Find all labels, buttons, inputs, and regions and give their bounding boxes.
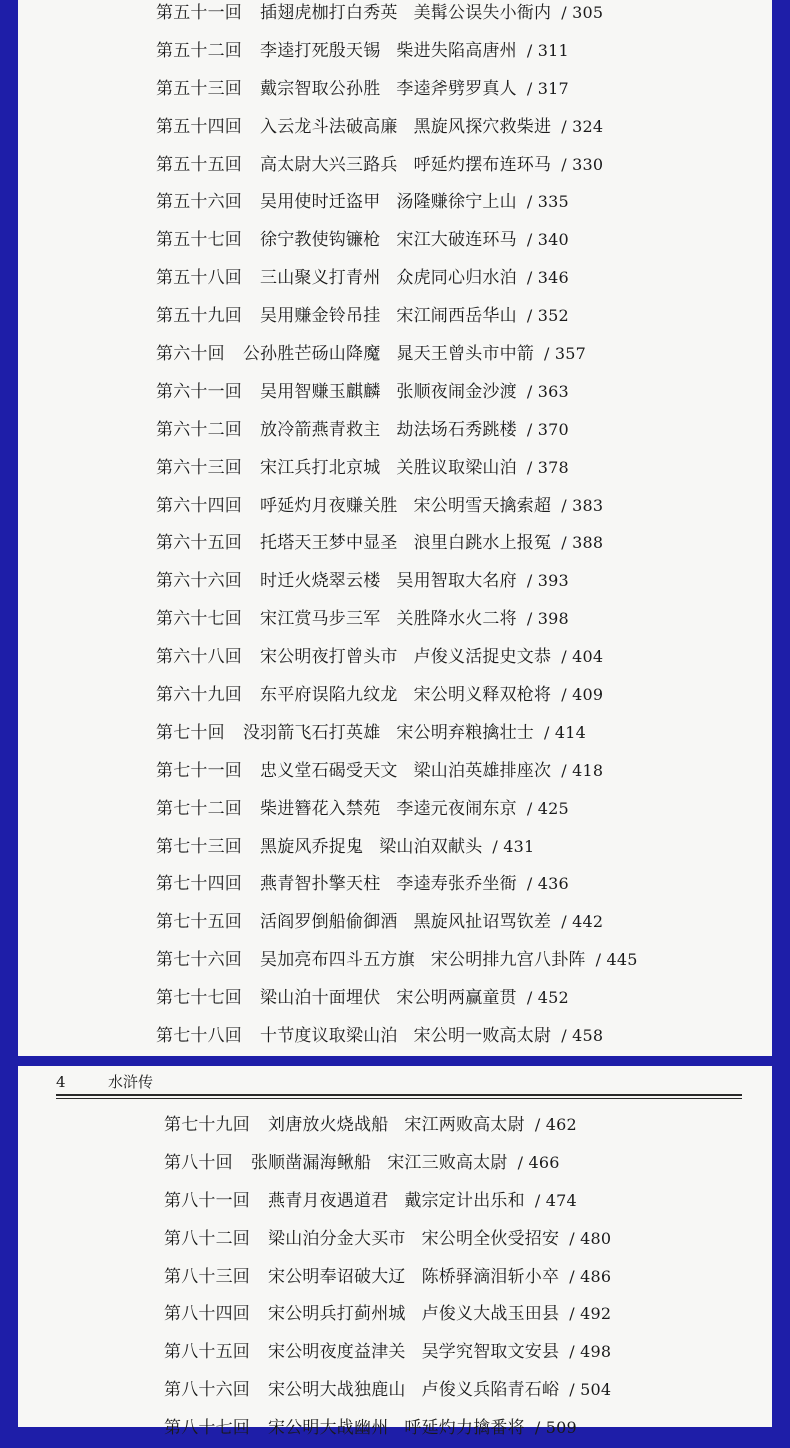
header-rule-thin [56,1098,742,1099]
chapter-title-second: 梁山泊双献头 [379,836,483,857]
chapter-number: 第八十回 [164,1152,233,1173]
chapter-number: 第六十五回 [156,533,242,554]
chapter-number: 第五十九回 [156,306,242,327]
toc-entry [156,562,638,600]
chapter-title-second: 劫法场石秀跳楼 [396,419,517,440]
chapter-title-first: 忠义堂石碣受天文 [260,760,398,781]
toc-entry [156,714,638,752]
chapter-number: 第八十二回 [164,1228,250,1249]
chapter-title-second: 宋公明全伙受招安 [421,1228,560,1249]
chapter-title-second: 呼延灼力擒番将 [404,1418,525,1439]
chapter-title-second: 宋公明排九宫八卦阵 [430,950,586,971]
chapter-number: 第五十六回 [156,192,242,213]
chapter-title-second: 卢俊义活捉史文恭 [413,647,552,668]
page-reference: / 378 [526,457,569,477]
chapter-title-second: 众虎同心归水泊 [396,268,517,289]
page-reference: / 474 [534,1190,577,1210]
chapter-title-second: 黑旋风探穴救柴进 [413,116,552,137]
chapter-number: 第八十七回 [164,1418,250,1439]
toc-entry [156,335,638,373]
page-reference: / 486 [569,1266,612,1286]
toc-entry [156,790,638,828]
chapter-title-second: 吴用智取大名府 [396,571,517,592]
toc-entry [156,941,638,979]
chapter-title-first: 托塔天王梦中显圣 [260,533,398,554]
chapter-title-second: 戴宗定计出乐和 [404,1190,525,1211]
page-reference: / 466 [517,1152,560,1172]
chapter-title-first: 公孙胜芒砀山降魔 [242,344,381,365]
chapter-title-first: 吴加亮布四斗五方旗 [260,950,415,971]
chapter-title-first: 插翅虎枷打白秀英 [260,3,398,23]
page-reference: / 317 [526,78,569,98]
page-reference: / 305 [561,3,604,22]
chapter-title-first: 时迁火烧翠云楼 [260,571,381,592]
chapter-title-first: 宋江兵打北京城 [260,457,381,478]
chapter-title-second: 李逵元夜闹东京 [396,798,517,819]
chapter-title-first: 呼延灼月夜赚关胜 [260,495,398,516]
toc-entry [156,524,638,562]
chapter-title-second: 浪里白跳水上报冤 [413,533,552,554]
toc-entry [156,1017,638,1055]
toc-page-top [18,0,772,1056]
chapter-number: 第七十四回 [156,874,242,895]
chapter-number: 第五十三回 [156,78,242,99]
chapter-title-first: 宋公明大战独鹿山 [268,1380,406,1401]
chapter-title-first: 入云龙斗法破高廉 [260,116,398,137]
chapter-number: 第六十二回 [156,419,242,440]
toc-entry [156,903,638,941]
chapter-number: 第六十一回 [156,381,242,402]
chapter-number: 第六十七回 [156,609,242,630]
chapter-number: 第八十五回 [164,1342,250,1363]
chapter-title-first: 燕青智扑擎天柱 [260,874,381,895]
page-reference: / 335 [526,192,569,212]
page-reference: / 398 [526,609,569,629]
page-reference: / 462 [534,1115,577,1134]
running-head [56,1070,742,1094]
chapter-title-second: 吴学究智取文安县 [421,1342,560,1363]
page-reference: / 388 [561,533,604,553]
chapter-title-first: 李逵打死殷天锡 [260,40,381,61]
toc-entry [156,638,638,676]
page-reference: / 458 [561,1026,604,1046]
toc-entry [156,70,638,108]
toc-entry [156,676,638,714]
page-reference: / 393 [526,571,569,591]
toc-entry [164,1371,611,1409]
page-reference: / 363 [526,381,569,401]
chapter-title-first: 梁山泊十面埋伏 [260,988,381,1009]
chapter-title-first: 没羽箭飞石打英雄 [242,722,381,743]
toc-entry [164,1106,611,1144]
toc-entry [156,108,638,146]
chapter-title-second: 李逵寿张乔坐衙 [396,874,517,895]
toc-entry [156,979,638,1017]
chapter-title-first: 吴用使时迁盗甲 [260,192,381,213]
toc-entry [156,828,638,866]
chapter-number: 第五十五回 [156,154,242,175]
toc-entry [156,865,638,903]
toc-entry [164,1333,611,1371]
chapter-title-second: 宋江两败高太尉 [404,1115,525,1135]
toc-entry [164,1409,611,1447]
toc-entry [156,373,638,411]
chapter-title-second: 黑旋风扯诏骂钦差 [413,912,552,933]
chapter-number: 第七十五回 [156,912,242,933]
chapter-title-second: 梁山泊英雄排座次 [413,760,552,781]
toc-entry [156,449,638,487]
page-reference: / 330 [561,154,604,174]
toc-entry [164,1295,611,1333]
toc-list-top [156,0,638,1055]
chapter-number: 第五十一回 [156,3,242,23]
chapter-title-second: 美髯公误失小衙内 [413,3,552,23]
page-reference: / 425 [526,798,569,818]
page-reference: / 414 [544,722,587,742]
chapter-number: 第八十四回 [164,1304,250,1325]
chapter-number: 第六十九回 [156,685,242,706]
chapter-title-first: 宋公明夜打曾头市 [260,647,398,668]
toc-entry [156,183,638,221]
chapter-title-second: 关胜议取梁山泊 [396,457,517,478]
chapter-title-second: 宋公明义释双枪将 [413,685,552,706]
chapter-title-second: 宋公明弃粮擒壮士 [396,722,535,743]
chapter-title-first: 戴宗智取公孙胜 [260,78,381,99]
page-number: 4 [56,1073,66,1091]
page-reference: / 324 [561,116,604,136]
chapter-title-first: 三山聚义打青州 [260,268,381,289]
toc-entry [156,32,638,70]
chapter-title-first: 张顺凿漏海鳅船 [250,1152,372,1173]
page-reference: / 431 [492,836,535,856]
chapter-number: 第八十六回 [164,1380,250,1401]
chapter-title-first: 高太尉大兴三路兵 [260,154,398,175]
chapter-title-first: 活阎罗倒船偷御酒 [260,912,398,933]
toc-list-bottom [164,1106,611,1447]
chapter-title-second: 卢俊义大战玉田县 [421,1304,560,1325]
page-reference: / 498 [569,1342,612,1362]
chapter-title-first: 东平府误陷九纹龙 [260,685,398,706]
chapter-number: 第八十一回 [164,1190,250,1211]
chapter-number: 第七十八回 [156,1026,242,1047]
chapter-title-second: 卢俊义兵陷青石峪 [421,1380,560,1401]
chapter-title-first: 徐宁教使钩镰枪 [260,230,381,251]
page-reference: / 445 [595,950,638,970]
chapter-title-second: 宋江闹西岳华山 [396,306,517,327]
chapter-title-second: 呼延灼摆布连环马 [413,154,552,175]
chapter-title-first: 柴进簪花入禁苑 [260,798,381,819]
toc-entry [164,1220,611,1258]
chapter-number: 第六十三回 [156,457,242,478]
chapter-number: 第八十三回 [164,1266,250,1287]
toc-page-bottom [18,1066,772,1439]
toc-entry [156,259,638,297]
chapter-title-first: 宋公明大战幽州 [268,1418,389,1439]
chapter-title-second: 宋江三败高太尉 [387,1152,508,1173]
page-reference: / 442 [561,912,604,932]
page-reference: / 504 [569,1380,612,1400]
chapter-title-first: 放冷箭燕青救主 [260,419,381,440]
toc-entry [156,0,638,32]
chapter-title-first: 燕青月夜遇道君 [268,1190,389,1211]
chapter-title-second: 李逵斧劈罗真人 [396,78,517,99]
chapter-title-first: 宋公明兵打蓟州城 [268,1304,406,1325]
chapter-number: 第七十七回 [156,988,242,1009]
chapter-number: 第七十六回 [156,950,242,971]
chapter-title-first: 黑旋风乔捉鬼 [260,836,364,857]
toc-entry [164,1258,611,1296]
toc-entry [156,752,638,790]
page-reference: / 480 [569,1228,612,1248]
page-reference: / 509 [534,1418,577,1438]
page-reference: / 383 [561,495,604,515]
toc-entry [156,411,638,449]
page-reference: / 357 [544,344,587,364]
chapter-title-second: 汤隆赚徐宁上山 [396,192,517,213]
chapter-title-second: 宋公明两赢童贯 [396,988,517,1009]
chapter-title-first: 宋江赏马步三军 [260,609,381,630]
chapter-title-first: 十节度议取梁山泊 [260,1026,398,1047]
page-reference: / 418 [561,760,604,780]
chapter-number: 第七十九回 [164,1115,250,1135]
chapter-number: 第六十八回 [156,647,242,668]
toc-entry [156,146,638,184]
chapter-title-first: 吴用智赚玉麒麟 [260,381,381,402]
page-reference: / 404 [561,647,604,667]
toc-entry [156,297,638,335]
chapter-number: 第七十二回 [156,798,242,819]
toc-entry [164,1182,611,1220]
page-reference: / 436 [526,874,569,894]
chapter-title-first: 吴用赚金铃吊挂 [260,306,381,327]
page-reference: / 340 [526,230,569,250]
page-reference: / 409 [561,685,604,705]
chapter-title-first: 刘唐放火烧战船 [268,1115,389,1135]
chapter-number: 第七十一回 [156,760,242,781]
chapter-title-second: 晁天王曾头市中箭 [396,344,535,365]
chapter-number: 第五十四回 [156,116,242,137]
toc-entry [156,600,638,638]
chapter-title-second: 宋公明一败高太尉 [413,1026,552,1047]
header-rule-thick [56,1094,742,1096]
page-reference: / 352 [526,306,569,326]
toc-entry [156,487,638,525]
book-title: 水浒传 [108,1073,154,1091]
chapter-number: 第七十三回 [156,836,242,857]
toc-entry [156,221,638,259]
chapter-title-first: 宋公明夜度益津关 [268,1342,406,1363]
chapter-number: 第六十回 [156,344,225,365]
page-reference: / 346 [526,268,569,288]
chapter-number: 第六十六回 [156,571,242,592]
page-reference: / 370 [526,419,569,439]
page-reference: / 452 [526,988,569,1008]
chapter-title-second: 关胜降水火二将 [396,609,517,630]
page-reference: / 492 [569,1304,612,1324]
chapter-title-first: 梁山泊分金大买市 [268,1228,406,1249]
chapter-title-second: 陈桥驿滴泪斩小卒 [421,1266,560,1287]
toc-entry [164,1144,611,1182]
chapter-title-second: 张顺夜闹金沙渡 [396,381,517,402]
chapter-title-second: 柴进失陷高唐州 [396,40,517,61]
chapter-number: 第五十七回 [156,230,242,251]
page-reference: / 311 [526,40,569,60]
chapter-number: 第七十回 [156,722,225,743]
chapter-number: 第五十八回 [156,268,242,289]
chapter-number: 第五十二回 [156,40,242,61]
chapter-title-second: 宋江大破连环马 [396,230,517,251]
chapter-title-first: 宋公明奉诏破大辽 [268,1266,406,1287]
chapter-number: 第六十四回 [156,495,242,516]
chapter-title-second: 宋公明雪天擒索超 [413,495,552,516]
